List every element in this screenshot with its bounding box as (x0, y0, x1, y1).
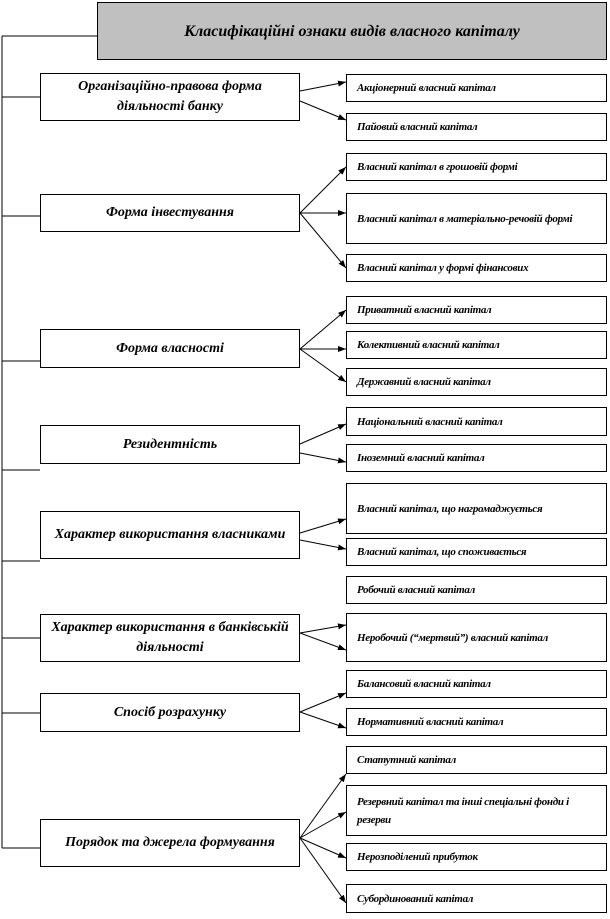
arrow (300, 519, 346, 533)
diagram-title: Класифікаційні ознаки видів власного капіталу (97, 2, 607, 60)
criterion-box: Характер використання власниками (40, 511, 300, 559)
arrow (300, 101, 346, 120)
type-box: Резервний капітал та інші спеціальні фонди і резерви (346, 785, 607, 836)
arrow (300, 349, 346, 382)
criterion-box: Форма інвестування (40, 194, 300, 232)
type-box: Державний власний капітал (346, 368, 607, 396)
arrow (300, 310, 346, 349)
type-box: Національний власний капітал (346, 407, 607, 436)
arrow (300, 453, 346, 462)
type-box: Неробочий (“мертвий”) власний капітал (346, 613, 607, 662)
criterion-box: Характер використання в банківській діяльності (40, 614, 300, 662)
arrow (300, 424, 346, 444)
criterion-box: Спосіб розрахунку (40, 693, 300, 732)
type-box: Власний капітал в матеріально-речовій формі (346, 193, 607, 244)
arrow (300, 812, 346, 838)
criterion-box: Резидентність (40, 425, 300, 464)
arrow (300, 625, 346, 633)
arrow (300, 82, 346, 91)
type-box: Колективний власний капітал (346, 331, 607, 359)
criterion-box: Організаційно-правова форма діяльності банку (40, 73, 300, 121)
type-box: Балансовий власний капітал (346, 670, 607, 698)
type-box: Власний капітал, що нагромаджується (346, 483, 607, 534)
type-box: Субординований капітал (346, 884, 607, 913)
criterion-box: Порядок та джерела формування (40, 819, 300, 867)
type-box: Нормативний власний капітал (346, 708, 607, 736)
type-box: Власний капітал, що споживається (346, 538, 607, 566)
type-box: Акціонерний власний капітал (346, 74, 607, 102)
type-box: Пайовий власний капітал (346, 113, 607, 141)
type-box: Статутний капітал (346, 746, 607, 774)
type-box: Нерозподілений прибуток (346, 843, 607, 871)
type-box: Власний капітал у формі фінансових (346, 254, 607, 282)
arrow (300, 540, 346, 549)
arrow (300, 774, 346, 838)
type-box: Іноземний власний капітал (346, 444, 607, 472)
arrow (300, 693, 346, 712)
type-box: Приватний власний капітал (346, 296, 607, 324)
arrow (300, 213, 346, 268)
type-box: Робочий власний капітал (346, 576, 607, 604)
type-box: Власний капітал в грошовій формі (346, 153, 607, 181)
criterion-box: Форма власності (40, 329, 300, 368)
arrow (300, 167, 346, 213)
arrow (300, 633, 346, 650)
arrow (300, 712, 346, 728)
